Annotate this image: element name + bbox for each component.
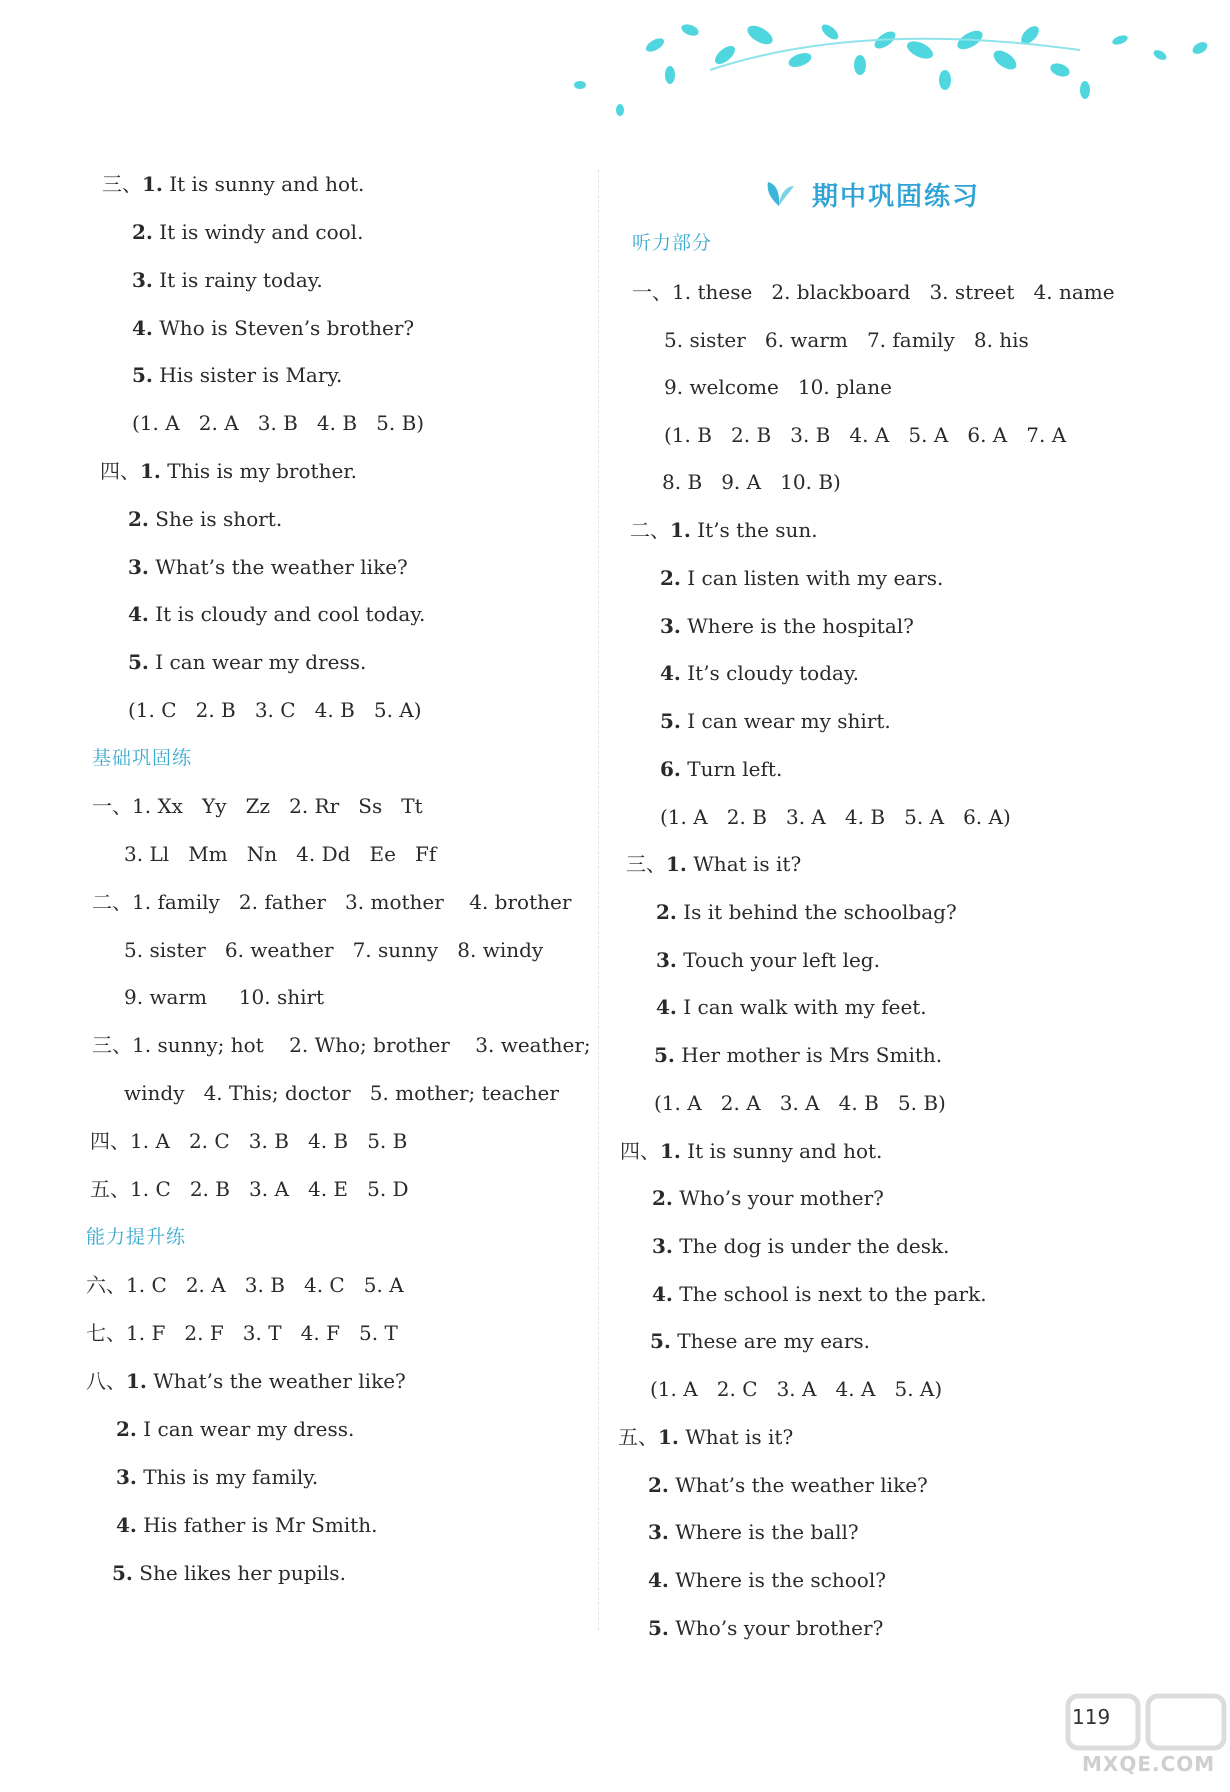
column-divider xyxy=(598,170,599,1630)
list-item: 4. Where is the school? xyxy=(648,1568,886,1592)
list-item: 9. welcome 10. plane xyxy=(664,375,892,399)
list-item: 四、1. This is my brother. xyxy=(100,459,358,483)
list-item: 三、1. What is it? xyxy=(626,852,802,876)
list-item: 3. This is my family. xyxy=(116,1465,319,1489)
section-heading-listening: 听力部分 xyxy=(632,232,713,254)
answer-key: 8. B 9. A 10. B) xyxy=(662,470,841,494)
list-item: 9. warm 10. shirt xyxy=(124,985,325,1009)
list-item: 4. It’s cloudy today. xyxy=(660,661,859,685)
list-item: 二、1. family 2. father 3. mother 4. brother xyxy=(92,890,572,914)
list-item: 5. His sister is Mary. xyxy=(132,363,343,387)
list-item: 4. The school is next to the park. xyxy=(652,1282,987,1306)
list-item: 一、1. Xx Yy Zz 2. Rr Ss Tt xyxy=(92,794,423,818)
list-item: 3. The dog is under the desk. xyxy=(652,1234,950,1258)
list-item: 2. It is windy and cool. xyxy=(132,220,364,244)
list-item: 3. Touch your left leg. xyxy=(656,948,880,972)
list-item: 4. Who is Steven’s brother? xyxy=(132,316,415,340)
answer-key: (1. A 2. C 3. A 4. A 5. A) xyxy=(650,1377,943,1401)
list-item: 二、1. It’s the sun. xyxy=(630,518,818,542)
list-item: 五、1. C 2. B 3. A 4. E 5. D xyxy=(90,1177,409,1201)
leaf-icon xyxy=(762,178,796,208)
list-item: 3. Where is the hospital? xyxy=(660,614,914,638)
answer-key: (1. A 2. A 3. B 4. B 5. B) xyxy=(132,411,425,435)
list-item: 2. I can wear my dress. xyxy=(116,1417,355,1441)
list-item: 2. I can listen with my ears. xyxy=(660,566,944,590)
list-item: 6. Turn left. xyxy=(660,757,783,781)
list-item: 3. Where is the ball? xyxy=(648,1520,859,1544)
list-item: 四、1. It is sunny and hot. xyxy=(620,1139,883,1163)
list-item: 5. These are my ears. xyxy=(650,1329,871,1353)
list-item: 八、1. What’s the weather like? xyxy=(86,1369,406,1393)
list-item: 5. She likes her pupils. xyxy=(112,1561,346,1585)
list-item: 5. sister 6. weather 7. sunny 8. windy xyxy=(124,938,544,962)
list-item: 4. I can walk with my feet. xyxy=(656,995,927,1019)
leaf-decoration xyxy=(560,10,1220,120)
answer-key: (1. C 2. B 3. C 4. B 5. A) xyxy=(128,698,422,722)
answer-key: (1. B 2. B 3. B 4. A 5. A 6. A 7. A xyxy=(664,423,1067,447)
list-item: 5. Her mother is Mrs Smith. xyxy=(654,1043,943,1067)
list-item: 2. Is it behind the schoolbag? xyxy=(656,900,957,924)
answer-key: (1. A 2. B 3. A 4. B 5. A 6. A) xyxy=(660,805,1011,829)
list-item: 5. sister 6. warm 7. family 8. his xyxy=(664,328,1029,352)
list-item: 2. She is short. xyxy=(128,507,283,531)
list-item: 三、1. It is sunny and hot. xyxy=(102,172,365,196)
list-item: 五、1. What is it? xyxy=(618,1425,794,1449)
section-heading-basic: 基础巩固练 xyxy=(92,747,193,769)
list-item: 七、1. F 2. F 3. T 4. F 5. T xyxy=(86,1321,398,1345)
list-item: 5. Who’s your brother? xyxy=(648,1616,884,1640)
list-item: 5. I can wear my dress. xyxy=(128,650,367,674)
list-item: 三、1. sunny; hot 2. Who; brother 3. weather; xyxy=(92,1033,591,1057)
list-item: 2. Who’s your mother? xyxy=(652,1186,884,1210)
list-item: 四、1. A 2. C 3. B 4. B 5. B xyxy=(90,1129,408,1153)
list-item: 3. It is rainy today. xyxy=(132,268,323,292)
answer-key: (1. A 2. A 3. A 4. B 5. B) xyxy=(654,1091,946,1115)
page-title: 期中巩固练习 xyxy=(812,182,981,212)
list-item: 3. Ll Mm Nn 4. Dd Ee Ff xyxy=(124,842,437,866)
list-item: 六、1. C 2. A 3. B 4. C 5. A xyxy=(86,1273,404,1297)
list-item: 2. What’s the weather like? xyxy=(648,1473,928,1497)
list-item: windy 4. This; doctor 5. mother; teacher xyxy=(124,1081,559,1105)
watermark-text: MXQE.COM xyxy=(1082,1752,1216,1776)
list-item: 3. What’s the weather like? xyxy=(128,555,408,579)
section-heading-ability: 能力提升练 xyxy=(86,1226,187,1248)
list-item: 一、1. these 2. blackboard 3. street 4. name xyxy=(632,280,1115,304)
list-item: 4. It is cloudy and cool today. xyxy=(128,602,426,626)
list-item: 4. His father is Mr Smith. xyxy=(116,1513,378,1537)
page-number: 119 xyxy=(1072,1705,1111,1729)
list-item: 5. I can wear my shirt. xyxy=(660,709,891,733)
